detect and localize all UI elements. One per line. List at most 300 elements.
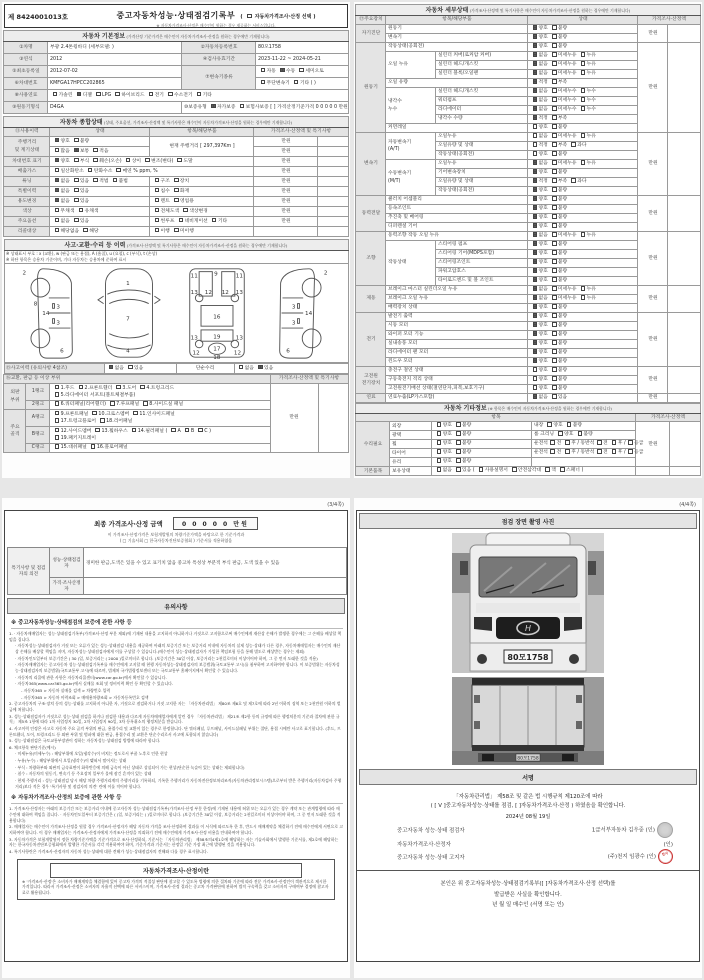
checkbox-icon xyxy=(552,232,557,237)
checkbox-icon xyxy=(533,124,538,129)
svg-text:12: 12 xyxy=(192,350,201,357)
svg-text:13: 13 xyxy=(236,335,244,342)
notice-section-b-title: ※ 자동차가격조사·산정의 보증에 관한 사항 등 xyxy=(11,793,343,804)
checkbox-checked-icon xyxy=(533,250,538,255)
column-header: 자기진단 xyxy=(356,25,386,43)
column-header: 특별이력 xyxy=(4,187,50,197)
notice-paragraph: 1. · 자동차매매업자는 성능·상태점검기록부(가격조사·산정 부분 제외)에 기재된 내용을 고지하지 아니하거나 거짓으로 고지함으로써 매수인에게 재산상 손해가 발생한 경우에는 그 손해를 배상할 책임을 집니다. xyxy=(9,631,342,642)
price-cell: 만원 xyxy=(638,133,668,196)
checkbox-icon xyxy=(174,188,179,193)
checkbox-icon xyxy=(552,187,557,192)
checkbox-icon xyxy=(552,322,557,327)
checkbox-icon xyxy=(552,340,557,345)
table-cell: 없음 미세누유 누유 xyxy=(528,286,638,295)
table-cell: D4GA xyxy=(48,102,182,114)
panel-rank-section xyxy=(2,374,350,453)
table-cell: 양호 불량 xyxy=(528,43,638,52)
overall-condition-section xyxy=(2,116,350,237)
svg-text:12: 12 xyxy=(222,290,230,297)
table-cell: 양호 불량 xyxy=(432,458,532,467)
checkbox-checked-icon xyxy=(533,187,538,192)
svg-text:16: 16 xyxy=(213,314,221,321)
accident-history-row xyxy=(2,363,350,374)
checkbox-icon xyxy=(581,61,586,66)
checkbox-icon xyxy=(552,43,557,48)
checkbox-icon xyxy=(552,52,557,57)
table-cell: 적정 부족 xyxy=(528,79,638,88)
checkbox-icon xyxy=(581,70,586,75)
column-header: 기본품목 xyxy=(356,467,390,476)
checkbox-icon xyxy=(155,198,160,203)
checkbox-icon xyxy=(552,124,557,129)
signer-row xyxy=(397,840,673,848)
checkbox-icon xyxy=(552,358,557,363)
checkbox-icon xyxy=(88,168,93,173)
checkbox-icon xyxy=(565,440,570,445)
checkbox-checked-icon xyxy=(533,286,538,291)
checkbox-icon xyxy=(145,158,150,163)
table-cell: 2023-11-22 ~ 2024-05-21 xyxy=(256,54,348,66)
notice-paragraph: · 자동차인도일부터 보증기간은 ( 30 )일, 보증거리는 ( 2000 )킬로미터로 합니다. (보증기간은 30일 이상, 보증거리는 2천킬로미터 이상이어야 하며, 그 중 먼저 도래한 것을 적용) xyxy=(15,655,318,661)
checkbox-checked-icon xyxy=(533,178,538,183)
checkbox-checked-icon xyxy=(533,79,538,84)
checkbox-icon xyxy=(552,106,557,111)
table-cell: 2012-07-02 xyxy=(48,66,182,78)
checkbox-icon xyxy=(239,365,244,370)
checkbox-icon xyxy=(552,331,557,336)
checkbox-icon xyxy=(533,133,538,138)
table-cell: 양호 불량 xyxy=(528,340,638,349)
checkbox-icon xyxy=(552,376,557,381)
column-header: 튜닝 xyxy=(4,177,50,187)
table-cell: 기어변속장치 xyxy=(436,169,528,178)
checkbox-icon xyxy=(552,61,557,66)
document-title-block xyxy=(88,3,344,29)
checkbox-icon xyxy=(552,79,557,84)
svg-text:3: 3 xyxy=(56,304,60,311)
price-cell: 만원 xyxy=(638,25,668,43)
checkbox-icon xyxy=(581,232,586,237)
checkbox-icon xyxy=(53,92,58,97)
checkbox-checked-icon xyxy=(533,97,538,102)
checkbox-icon xyxy=(437,449,442,454)
column-header: ⑥차대번호 xyxy=(4,78,48,90)
table-cell: 타이로드엔드 및 볼 조인트 xyxy=(436,277,528,286)
gray-stamp-icon xyxy=(657,822,673,838)
checkbox-icon xyxy=(552,250,557,255)
checkbox-checked-icon xyxy=(533,106,538,111)
column-header: ⑤최초등록일 xyxy=(4,66,48,78)
checkbox-icon xyxy=(247,14,252,19)
table-cell xyxy=(318,167,348,177)
document-header xyxy=(4,4,348,28)
checkbox-icon xyxy=(456,422,461,427)
column-header: 수리필요 xyxy=(356,422,390,467)
table-cell: 없음 있음 ( 사용설명서 안전삼각대 잭 스패너 ) xyxy=(432,467,636,476)
table-cell: ※ 상태표시 부호 : x (교환), w (판금 또는 용접), A (흠집), u (요철), c (부식), t (손상) ※ 하단 항목은 승용차 기준이며, 기타 자동차는 승용차에 준하여 표시 xyxy=(4,251,348,264)
checkbox-icon xyxy=(581,295,586,300)
checkbox-checked-icon xyxy=(55,178,60,183)
column-header: 제동 xyxy=(356,286,386,313)
checkbox-icon xyxy=(110,401,115,406)
table-cell: 2012 xyxy=(48,54,182,66)
column-header: 변속기 xyxy=(356,133,386,196)
table-cell xyxy=(318,207,348,217)
checkbox-icon xyxy=(96,92,101,97)
checkbox-checked-icon xyxy=(533,259,538,264)
svg-text:7: 7 xyxy=(125,316,130,323)
column-header: 색상 xyxy=(4,207,50,217)
checkbox-icon xyxy=(55,148,60,153)
checkbox-icon xyxy=(628,440,633,445)
checkbox-icon xyxy=(456,458,461,463)
checkbox-icon xyxy=(74,158,79,163)
column-header: ⑰주요장치 xyxy=(356,16,386,25)
price-cell: 만원 xyxy=(638,367,668,394)
table-cell: 작동상태(공회전) xyxy=(436,187,528,196)
checkbox-icon xyxy=(74,218,79,223)
notice-paragraph: - 자동차365 > 자동차 이력조회 > 매매용차량조회 > 자동차등록번호 검색 xyxy=(21,694,149,700)
table-cell: 스티어링 펌프 xyxy=(436,241,528,250)
checkbox-checked-icon xyxy=(533,214,538,219)
table-cell: 오일유량 및 상태 xyxy=(436,142,528,151)
basic-info-section xyxy=(2,30,350,114)
table-cell: 디퍼렌셜 기어 xyxy=(386,223,528,232)
table-cell: 커먼레일 xyxy=(386,124,528,133)
checkbox-icon xyxy=(612,440,617,445)
checkbox-icon xyxy=(552,349,557,354)
table-cell xyxy=(318,197,348,207)
checkbox-icon xyxy=(437,431,442,436)
table-cell xyxy=(318,217,348,227)
checkbox-icon xyxy=(437,467,442,472)
table-cell: 구조 장치 xyxy=(150,177,254,187)
checkbox-icon xyxy=(571,142,576,147)
checkbox-icon xyxy=(456,431,461,436)
table-cell xyxy=(668,196,700,232)
checkbox-checked-icon xyxy=(533,313,538,318)
car-diagram-top xyxy=(93,266,165,360)
table-cell: 가솔린 디젤 LPG 하이브리드 전기 수소전기 기타 xyxy=(48,90,348,102)
svg-text:12: 12 xyxy=(234,350,242,357)
notice-paragraph: 3. 성능·상태점검자가 거짓으로 성능·상태 점검을 하거나 점검한 내용과 다르게 자동차매매업자에게 알린 경우 「자동차관리법」 제21조 제2항 등의 규정에 따른 행정처분의 기준과 절차에 관한 규칙」 제5조 1항에 따라 1차 사업정지 30일, 2차 사업정지 90일, 3차 등록취소의 행정처분을 받습니다. xyxy=(9,713,340,725)
checkbox-checked-icon xyxy=(109,365,114,370)
checkbox-icon xyxy=(128,365,133,370)
checkbox-icon xyxy=(552,196,557,201)
checkbox-icon xyxy=(168,92,173,97)
price-cell: 만원 xyxy=(638,43,668,133)
notice-paragraph: 3. 자동차가격은 보험개발원이 정한 차량기준가액을 기준가격으로 조사·산정하되, 기준서는 「자동차관리법」 제58조의4제1호에 해당하는 자는 기술사회에서 발행한 기준서를, 제2호에 해당하는 자는 한국자동차진단보증협회에서 발행한 기준서를 각각 적용하여야 하며, 기준가격과 기준서는 산정일 기준 가장 최근에 발행된 것을 적용합니다. xyxy=(9,836,339,848)
notice-paragraph: · 현재 주행거리 : 성능·상태점검 당시 해당 차량 주행거리계의 주행거리를 기록하되, 기록한 주행거리가 자동차전산정보처리조직(자동차관리정보시스템)으로부터 받은 주행거리(자동차검사 주행거리)보다 적은 경우 '특기사항 및 점검자의 의견' 란에 이를 적어야 합니다. xyxy=(15,778,342,789)
checkbox-icon xyxy=(116,168,121,173)
checkbox-icon xyxy=(185,428,190,433)
checkbox-icon xyxy=(179,218,184,223)
table-cell: 현재 주행거리 [ 297,397Km ] xyxy=(150,137,254,157)
table-cell: 양호 불량 xyxy=(528,313,638,322)
checkbox-icon xyxy=(55,418,60,423)
table-cell xyxy=(318,147,348,157)
checkbox-checked-icon xyxy=(55,158,60,163)
price-cell: 만원 xyxy=(254,167,318,177)
final-price-label: 최종 가격조사·산정 금액 xyxy=(94,520,163,528)
checkbox-icon xyxy=(171,428,176,433)
checkbox-icon xyxy=(552,241,557,246)
checkbox-checked-icon xyxy=(533,115,538,120)
notice-paragraph: 4. 특기사항란은 가격조사·산정자의 자동차 성능·상태에 대한 견해가 성능·상태점검자의 견해와 다를 경우 표시합니다. xyxy=(9,849,208,854)
table-cell: 라디에이터 팬 모터 xyxy=(386,349,528,358)
page-number: (3/4쪽) xyxy=(327,502,344,508)
table-cell: 발전기 출력 xyxy=(386,313,528,322)
price-cell: 만원 xyxy=(254,197,318,207)
column-header: ⑧사용연료 xyxy=(4,90,48,102)
checkbox-icon xyxy=(55,208,60,213)
checkbox-icon xyxy=(174,228,179,233)
photo-section-title: 점검 장면 촬영 사진 xyxy=(359,513,697,529)
notice-paragraph: 1. 가격조사·산정자는 아래의 보증기간 또는 보증거리 이내에 중고자동차 성능·상태점검기록부(가격조사·산정 부분 한정)에 기재된 내용에 허위 또는 오류가 있는 경우 계약 또는 관계법령에 따라 매수인에 대하여 책임을 집니다. · 자동차인도일부터 보증기간은 ( )일, 보증거리는 ( )킬로미터로 합니다. (보증기간은 30일 이상, 보증거리는 2천킬로미터 이상이어야 하며, 그 중 먼저 도래한 것을 적용합니다) xyxy=(9,806,341,823)
table-cell: 양호 불량 xyxy=(528,331,638,340)
svg-text:80모1758: 80모1758 xyxy=(507,653,549,662)
svg-text:3: 3 xyxy=(292,320,296,327)
checkbox-icon xyxy=(558,431,563,436)
column-header: 가격조사·산정액 및 특기사항 xyxy=(254,128,348,137)
checkbox-icon xyxy=(547,422,552,427)
table-cell: 없음 미세누수 누수 xyxy=(528,97,638,106)
table-cell: 시동 모터 xyxy=(386,322,528,331)
checkbox-icon xyxy=(512,467,517,472)
table-cell: 양호 불량 xyxy=(528,277,638,286)
page-1 xyxy=(2,2,350,478)
checkbox-icon xyxy=(479,467,484,472)
checkbox-checked-icon xyxy=(533,43,538,48)
checkbox-icon xyxy=(581,133,586,138)
table-cell: 15.대쉬패널 16.플로어패널 xyxy=(50,444,270,453)
svg-text:19: 19 xyxy=(213,334,221,341)
final-price-note2: ( □ 기술사회 □ 한국자동차진단보증협회 ) 기준서를 적용하였음 xyxy=(119,538,233,543)
checkbox-icon xyxy=(552,34,557,39)
svg-text:H: H xyxy=(524,624,532,633)
table-cell: 양호 불량 xyxy=(528,205,638,214)
checkbox-checked-icon xyxy=(533,25,538,30)
document-number: 제 8424001013호 xyxy=(8,12,69,21)
price-cell: 만원 xyxy=(638,394,668,403)
checkbox-icon xyxy=(567,422,572,427)
checkbox-icon xyxy=(456,440,461,445)
checkbox-icon xyxy=(155,228,160,233)
checkbox-icon xyxy=(155,188,160,193)
checkbox-icon xyxy=(126,158,131,163)
checkbox-icon xyxy=(437,422,442,427)
checkbox-icon xyxy=(533,367,538,372)
car-diagram-side-left xyxy=(10,266,82,360)
truck-front-photo xyxy=(452,533,604,673)
column-header: 배출가스 xyxy=(4,167,50,177)
table-cell: 없음 있음 xyxy=(50,197,150,207)
table-cell: 보유상태 xyxy=(390,467,432,476)
table-cell: 작동상태(공회전) xyxy=(436,151,528,160)
checkbox-icon xyxy=(79,208,84,213)
signature-section-title: 서명 xyxy=(359,769,697,785)
final-price-line xyxy=(7,517,345,530)
table-cell: 80모1758 xyxy=(256,42,348,54)
checkbox-icon xyxy=(79,385,84,390)
column-header: C랭크 xyxy=(26,444,50,453)
column-header: 주요옵션 xyxy=(4,217,50,227)
checkbox-icon xyxy=(55,428,60,433)
truck-rear-photo xyxy=(452,677,604,765)
table-cell: 자동 수동 세미오토 xyxy=(256,66,348,78)
price-cell: 만원 xyxy=(638,232,668,286)
table-cell: 와이퍼 모터 기능 xyxy=(386,331,528,340)
checkbox-icon xyxy=(55,444,60,449)
checkbox-icon xyxy=(552,151,557,156)
page-2 xyxy=(354,2,702,478)
svg-text:18: 18 xyxy=(213,355,221,362)
opinion-row-label: 성능·상태점검자 xyxy=(50,548,84,578)
other-info-section xyxy=(354,403,702,476)
column-header: 항목 xyxy=(356,414,636,422)
t-detail-table xyxy=(355,4,700,403)
car-diagram-underbody xyxy=(175,266,259,360)
checkbox-icon xyxy=(93,178,98,183)
checkbox-icon xyxy=(133,411,138,416)
section-title: 자동차 종합상태 (상태, 주요옵션, 가격조사·산정액 및 특기사항은 매수인이 자동차가격조사·산정을 원하는 경우에만 기재합니다) xyxy=(4,117,348,128)
checkbox-icon xyxy=(55,411,60,416)
checkbox-icon xyxy=(533,385,538,390)
final-price-note1: 이 가격조사·산정가격은 보험개발원의 차량기준가액을 바탕으로 한 기준가격과 xyxy=(107,532,245,537)
checkbox-icon xyxy=(552,367,557,372)
checkbox-icon xyxy=(533,142,538,147)
table-cell xyxy=(318,384,348,453)
table-cell xyxy=(668,367,700,394)
table-cell: 무단변속기 기타 ( ) xyxy=(256,78,348,90)
table-cell: 양호 불량 xyxy=(528,304,638,313)
table-cell: 없음 있음 적법 불법 xyxy=(50,177,150,187)
checkbox-icon xyxy=(612,449,617,454)
svg-text:4: 4 xyxy=(125,348,130,355)
checkbox-icon xyxy=(183,208,188,213)
table-cell: 클러치 어셈블리 xyxy=(386,196,528,205)
checkbox-icon xyxy=(552,169,557,174)
table-cell: 양호 불량 xyxy=(528,169,638,178)
column-header: ⑦변속기종류 xyxy=(182,66,256,90)
section-title: 사고·교환·수리 등 이력 (가격조사·산정액 및 특기사항은 매수인이 자동차가격조사·산정을 원하는 경우에만 기재합니다) xyxy=(4,240,348,251)
checkbox-icon xyxy=(565,449,570,454)
checkbox-icon xyxy=(74,138,79,143)
svg-text:3: 3 xyxy=(292,304,296,311)
checkbox-icon xyxy=(55,392,60,397)
table-cell: 등속조인트 xyxy=(386,205,528,214)
price-cell: 만원 xyxy=(254,147,318,157)
checkbox-icon xyxy=(552,97,557,102)
checkbox-checked-icon xyxy=(533,34,538,39)
column-header: 1랭크 xyxy=(26,384,50,401)
checkbox-icon xyxy=(552,160,557,165)
table-cell: 양호 불량 xyxy=(528,25,638,34)
opinion-row-label: 가격·조사산정자 xyxy=(50,578,84,595)
checkbox-checked-icon xyxy=(533,52,538,57)
table-cell: 양호 불량 xyxy=(432,422,532,431)
checkbox-checked-icon xyxy=(533,70,538,75)
column-header: 주요 골격 xyxy=(4,410,26,453)
checkbox-checked-icon xyxy=(55,188,60,193)
column-header: ④검사유효기간 xyxy=(182,54,256,66)
table-cell: 양호 불량 xyxy=(528,223,638,232)
column-header: 연료 xyxy=(356,394,386,403)
table-cell: 광택 xyxy=(390,431,432,440)
svg-text:2: 2 xyxy=(22,270,26,277)
checkbox-icon xyxy=(177,158,182,163)
table-cell: 냉각수 수량 xyxy=(436,115,528,124)
table-cell: 윈도우 모터 xyxy=(386,358,528,367)
table-cell: 양호 불량 xyxy=(432,440,532,449)
notice-section-a xyxy=(7,631,345,789)
table-cell: 배력장치 상태 xyxy=(386,304,528,313)
table-cell: 양호 부식 훼손(오손) 상이 변조(변타) 도말 xyxy=(50,157,254,167)
table-cell: 오일유량 및 상태 xyxy=(436,178,528,187)
table-cell xyxy=(668,313,700,367)
checkbox-icon xyxy=(552,286,557,291)
opinion-header: 특기사항 및 점검자의 의견 xyxy=(8,548,50,595)
checkbox-icon xyxy=(198,428,203,433)
price-cell: 만원 xyxy=(638,313,668,367)
column-header: 고전원 전기장치 xyxy=(356,367,386,394)
t-sum-table xyxy=(3,116,348,237)
checkbox-checked-icon xyxy=(533,277,538,282)
checkbox-checked-icon xyxy=(211,104,216,109)
checkbox-icon xyxy=(294,80,299,85)
column-header: 전기 xyxy=(356,313,386,367)
document-title: 중고자동차성능·상태점검기록부 xyxy=(116,11,236,20)
checkbox-icon xyxy=(628,449,633,454)
checkbox-icon xyxy=(212,218,217,223)
signer-role: 중고자동차 성능·상태 고지자 xyxy=(397,854,465,861)
checkbox-checked-icon xyxy=(280,68,285,73)
checkbox-checked-icon xyxy=(533,394,538,399)
car-damage-diagrams xyxy=(4,264,349,363)
checkbox-icon xyxy=(437,458,442,463)
checkbox-checked-icon xyxy=(533,160,538,165)
t-rank-table xyxy=(3,374,348,453)
column-header: 가격조사·산정액 xyxy=(638,16,700,25)
checkbox-icon xyxy=(552,205,557,210)
table-cell: 실린더 커버(로커암 커버) xyxy=(436,52,528,61)
table-cell: 없음 미세누유 누유 xyxy=(528,61,638,70)
checkbox-icon xyxy=(552,214,557,219)
table-cell xyxy=(318,187,348,197)
column-header: 2랭크 xyxy=(26,401,50,410)
table-cell: ⑮사고이력 (유의사항 4참조) xyxy=(4,364,104,374)
svg-text:14: 14 xyxy=(42,310,50,317)
checkbox-icon xyxy=(456,449,461,454)
checkbox-icon xyxy=(197,92,202,97)
checkbox-icon xyxy=(174,198,179,203)
table-cell: 이행 미이행 xyxy=(150,227,254,237)
table-cell xyxy=(670,422,700,467)
table-cell xyxy=(670,467,700,476)
checkbox-icon xyxy=(155,208,160,213)
table-cell: 원동기 xyxy=(386,25,528,34)
checkbox-checked-icon xyxy=(533,268,538,273)
notice-paragraph: 4. 사고이력 인정은 사고로 자동차 주요 골격 부위의 판금, 용접수리 및 교환이 있는 경우로 한정합니다. 단 쿼터패널, 루프패널, 사이드실패널 부위는 절단, 용접 시에만 사고로 표기합니다. (후드, 프론트휀더, 도어, 트렁크리드 등 외판 부위 및 범퍼에 대한 판금, 용접수리 및 교환은 단순수리로서 사고에 포함되지 않습니다) xyxy=(9,725,341,737)
table-cell: 수동변속기 (M/T) xyxy=(386,160,436,196)
checkbox-checked-icon xyxy=(533,232,538,237)
checkbox-icon xyxy=(55,218,60,223)
svg-text:12: 12 xyxy=(205,290,213,297)
table-cell: 타이어 xyxy=(390,449,432,458)
checkbox-icon xyxy=(240,104,245,109)
table-cell: 브레이크 오일 누유 xyxy=(386,295,528,304)
table-cell: 연료누출(LP가스포함) xyxy=(386,394,528,403)
